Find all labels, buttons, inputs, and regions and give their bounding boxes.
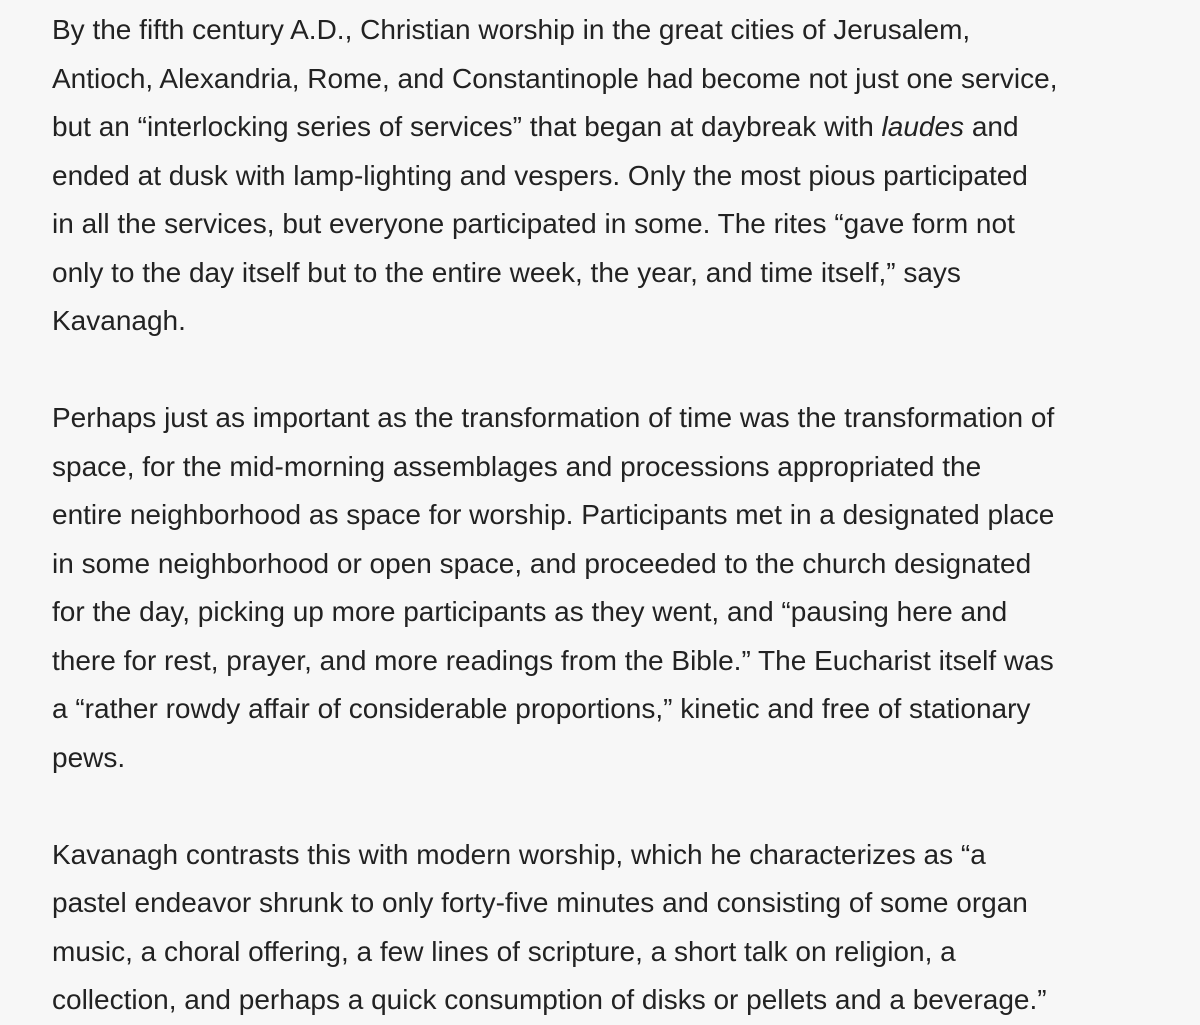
paragraph-spacer xyxy=(52,346,1172,395)
text-line: space, for the mid-morning assemblages and processions appropriated the xyxy=(52,450,982,482)
text-line: pews. xyxy=(52,741,126,773)
paragraph-spacer xyxy=(52,782,1172,831)
text-line: Kavanagh. xyxy=(52,305,186,336)
text-line: collection, and perhaps a quick consumption of disks or pellets and a beverage.” xyxy=(52,984,1047,1015)
article-body xyxy=(52,6,1172,1025)
text-line xyxy=(52,103,1172,152)
text-line: pastel endeavor shrunk to only forty-five minutes and consisting of some organ xyxy=(52,887,1028,918)
text-line: ended at dusk with lamp-lighting and vespers. Only the most pious participated xyxy=(52,159,1028,191)
paragraph-1 xyxy=(52,6,1172,346)
text-line: for the day, picking up more participants as they went, and “pausing here and xyxy=(52,596,1008,627)
text-line: Antioch, Alexandria, Rome, and Constantinople had become not just one service, xyxy=(52,62,1058,94)
text-line: only to the day itself but to the entire week, the year, and time itself,” says xyxy=(52,256,961,288)
text-run: but an “interlocking series of services” that began at daybreak with xyxy=(52,111,882,142)
text-line: a “rather rowdy affair of considerable proportions,” kinetic and free of stationary xyxy=(52,693,1031,724)
text-line: in some neighborhood or open space, and proceeded to the church designated xyxy=(52,547,1032,579)
text-run: and xyxy=(964,111,1019,142)
paragraph-2 xyxy=(52,394,1172,782)
text-line: entire neighborhood as space for worship. Participants met in a designated place xyxy=(52,499,1055,530)
italic-term: laudes xyxy=(881,111,965,142)
text-line: there for rest, prayer, and more readings from the Bible.” The Eucharist itself was xyxy=(52,644,1054,676)
text-line: By the fifth century A.D., Christian worship in the great cities of Jerusalem, xyxy=(52,14,971,45)
text-line: in all the services, but everyone participated in some. The rites “gave form not xyxy=(52,208,1015,239)
text-line: Kavanagh contrasts this with modern worship, which he characterizes as “a xyxy=(52,838,986,870)
text-line: Perhaps just as important as the transformation of time was the transformation of xyxy=(52,402,1055,433)
text-line: music, a choral offering, a few lines of scripture, a short talk on religion, a xyxy=(52,935,956,967)
paragraph-3 xyxy=(52,831,1172,1025)
